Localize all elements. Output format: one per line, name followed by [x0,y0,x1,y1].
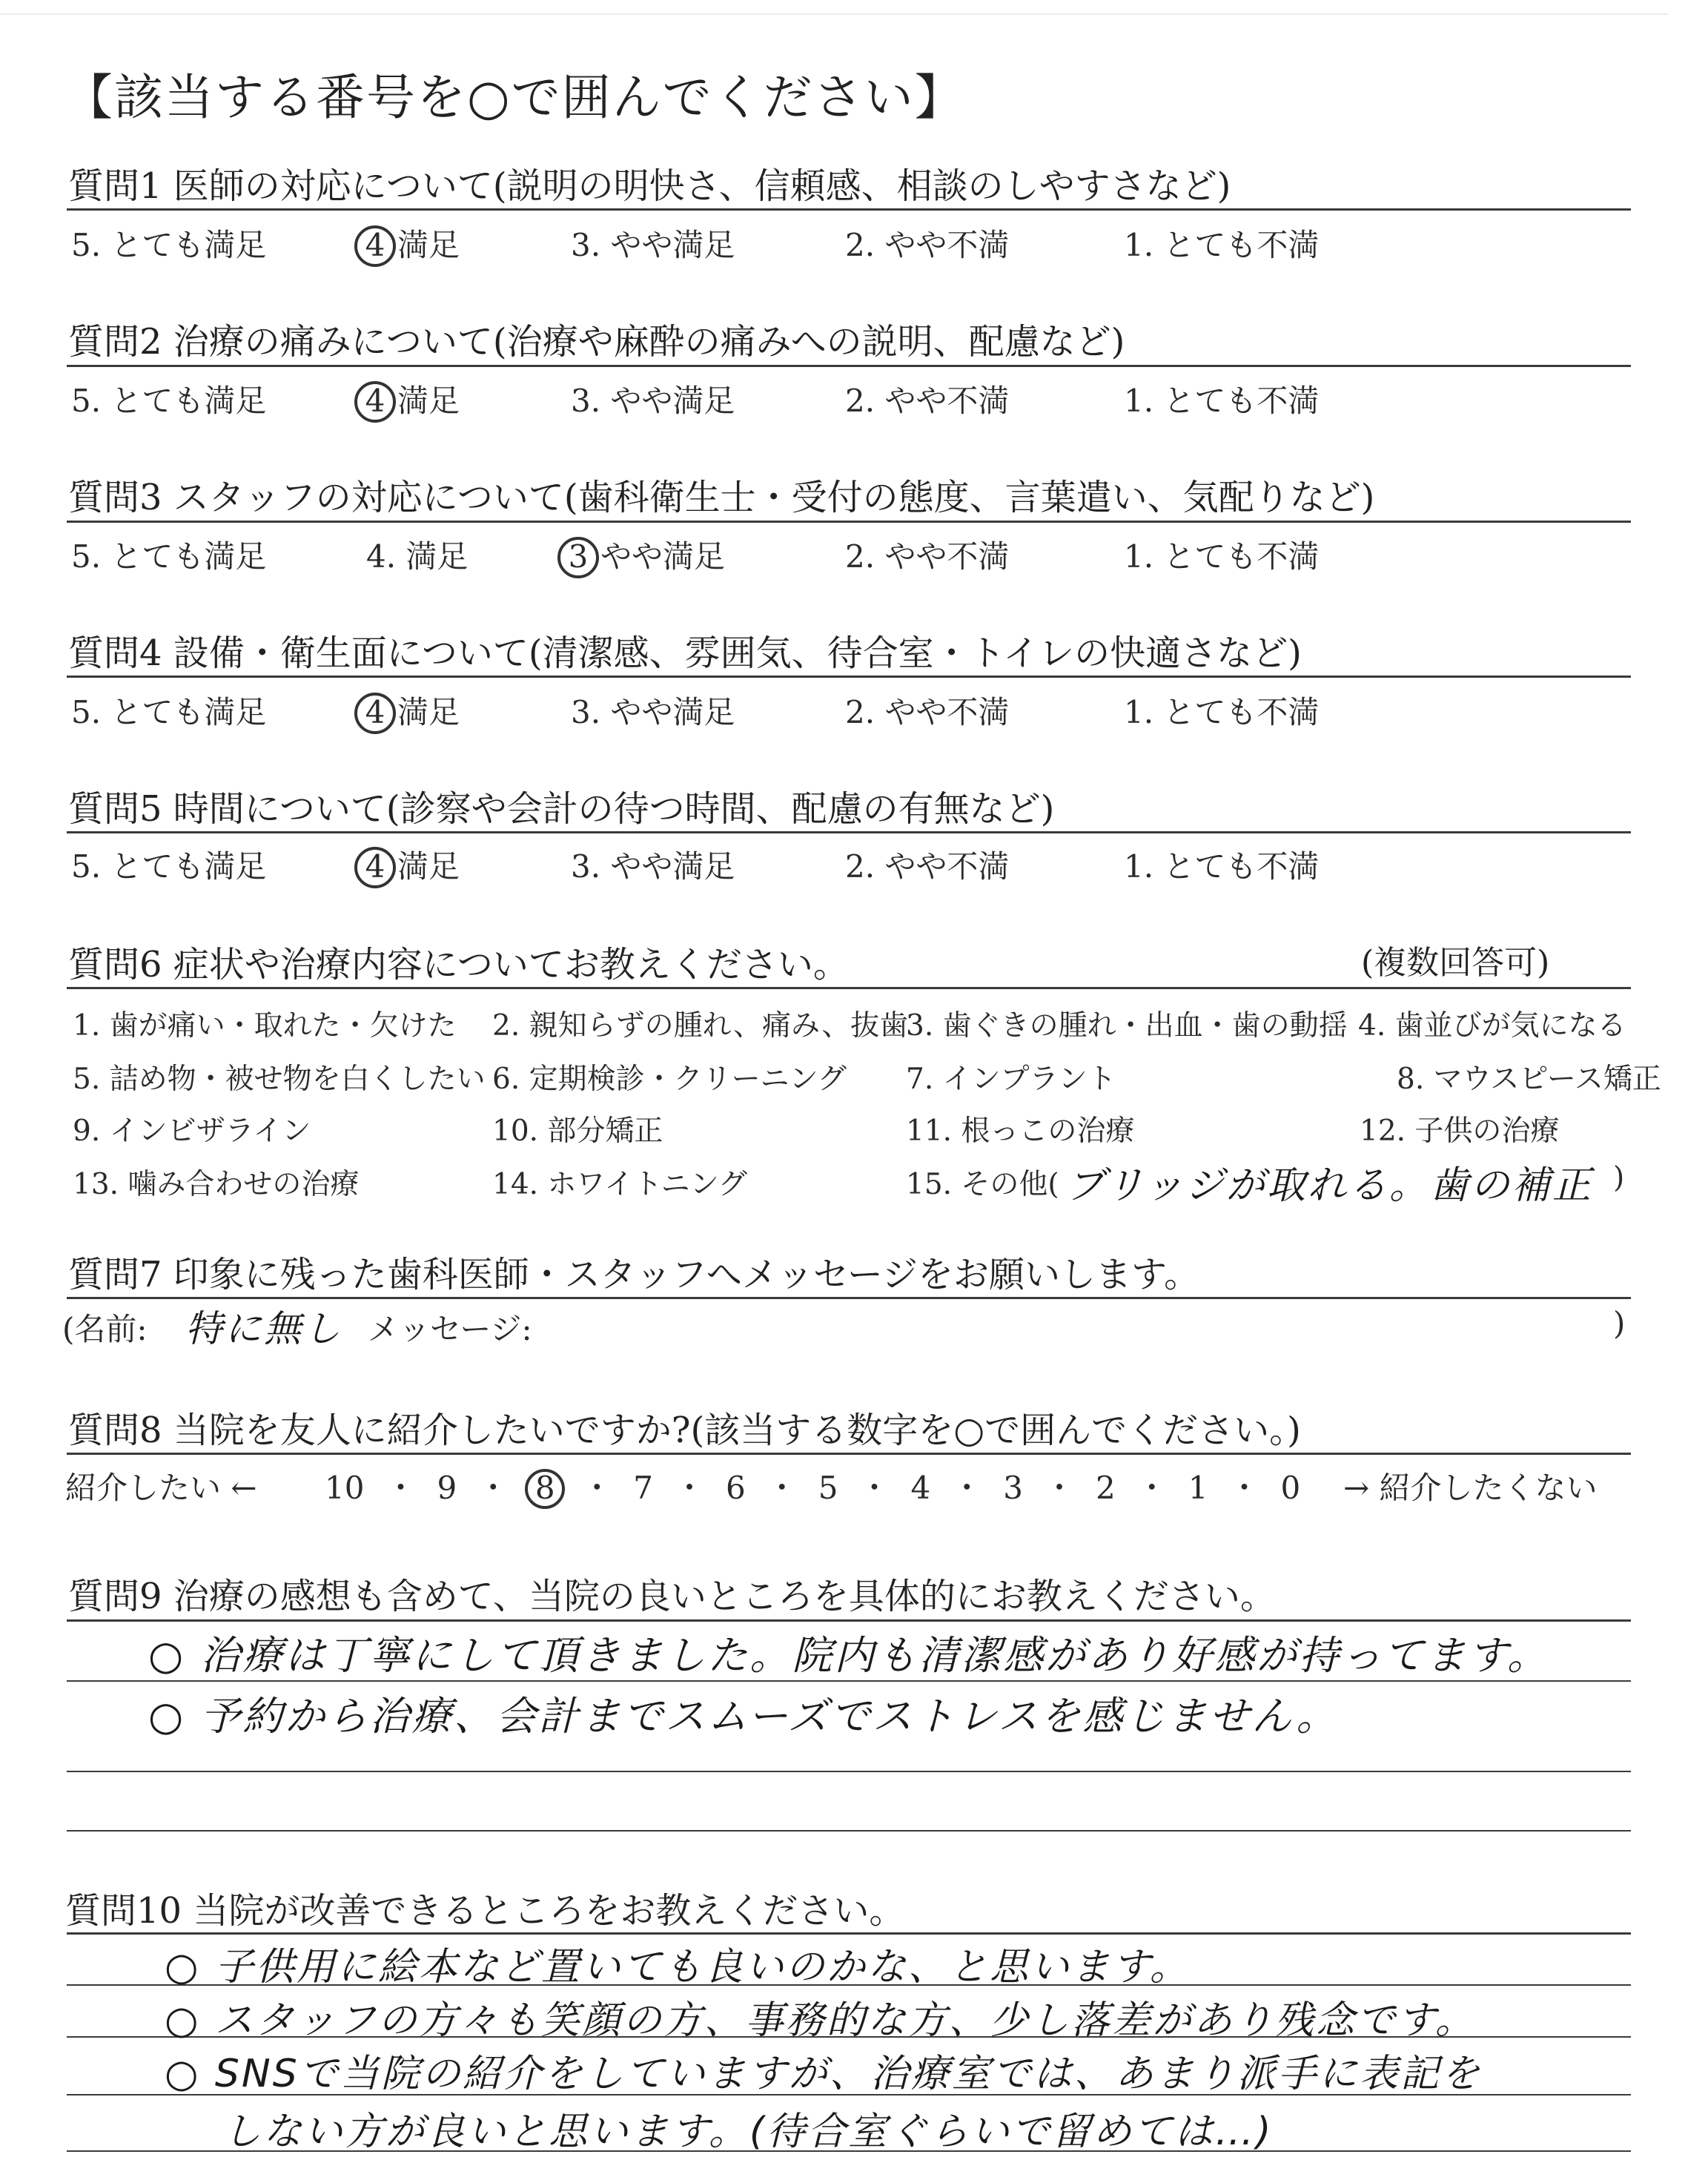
q8-dot: ・ [858,1470,890,1506]
q6-item-4[interactable]: 4. 歯並びが気になる [1358,1009,1626,1043]
q6-item-7[interactable]: 7. インプラント [906,1063,1116,1096]
question-10-title: 質問10 当院が改善できるところをお教えください。 [65,1890,905,1932]
q6-item-13[interactable]: 13. 噛み合わせの治療 [73,1168,360,1201]
q2-option-2[interactable]: 2. やや不満 [845,383,1010,419]
q1-option-5[interactable]: 5. とても満足 [71,227,267,263]
q10-line-1 [67,1932,1631,1935]
q2-option-4-selected[interactable]: 4 満足 [354,377,460,423]
question-2-title: 質問2 治療の痛みについて(治療や麻酔の痛みへの説明、配慮など) [68,321,1125,363]
selection-circle: 4 [354,225,396,267]
q5-option-4-selected[interactable]: 4 満足 [354,842,460,888]
question-1-rule [67,208,1631,211]
q8-dot: ・ [1043,1470,1075,1506]
q8-dot: ・ [581,1470,613,1506]
q8-scale [325,1464,1300,1509]
q6-item-9[interactable]: 9. インビザライン [73,1114,311,1148]
q9-line-3 [67,1771,1631,1772]
q8-value-2[interactable]: 2 [1095,1470,1116,1506]
q8-value-4[interactable]: 4 [910,1470,931,1506]
q8-value-7[interactable]: 7 [633,1470,653,1506]
q8-dot: ・ [477,1470,509,1506]
q10-answer-line-1[interactable]: ○ 子供用に絵本など置いても良いのかな、と思います。 [165,1945,1191,1989]
q3-option-3-selected[interactable]: 3 やや満足 [557,532,725,578]
q6-item-11[interactable]: 11. 根っこの治療 [906,1114,1135,1148]
question-6-title: 質問6 症状や治療内容についてお教えください。 [68,944,849,985]
q8-dot: ・ [1228,1470,1260,1506]
q6-item-14[interactable]: 14. ホワイトニング [492,1168,747,1201]
q8-value-0[interactable]: 0 [1280,1470,1301,1506]
q4-option-4-selected[interactable]: 4 満足 [354,688,460,734]
q8-value-9[interactable]: 9 [437,1470,457,1506]
q2-option-3[interactable]: 3. やや満足 [571,383,735,419]
q9-answer-line-2[interactable]: ○ 予約から治療、会計までスムーズでストレスを感じません。 [148,1693,1339,1740]
q6-item-5[interactable]: 5. 詰め物・被せ物を白くしたい [73,1063,486,1096]
q5-option-2[interactable]: 2. やや不満 [845,848,1010,885]
q6-item-12[interactable]: 12. 子供の治療 [1360,1114,1560,1148]
page-heading: 【該当する番号を○で囲んでください】 [64,69,965,126]
q9-line-1 [67,1619,1631,1622]
q6-item-2[interactable]: 2. 親知らずの腫れ、痛み、抜歯 [492,1009,909,1043]
q8-right-label: → 紹介したくない [1343,1470,1598,1506]
question-8-title: 質問8 当院を友人に紹介したいですか?(該当する数字を○で囲んでください。) [68,1410,1301,1451]
q8-value-10[interactable]: 10 [325,1470,365,1506]
selection-circle: 3 [557,537,599,578]
q8-value-1[interactable]: 1 [1188,1470,1208,1506]
question-6-note: (複数回答可) [1361,944,1550,982]
q6-item-8[interactable]: 8. マウスピース矯正 [1397,1063,1661,1096]
q3-option-4[interactable]: 4. 満足 [366,538,469,575]
q4-option-5[interactable]: 5. とても満足 [71,694,267,730]
question-8-rule [67,1453,1631,1455]
page-top-border [0,13,1668,15]
selection-circle: 4 [354,693,396,734]
question-2-rule [67,365,1631,367]
q8-dot: ・ [766,1470,798,1506]
q4-option-2[interactable]: 2. やや不満 [845,694,1010,730]
q1-option-2[interactable]: 2. やや不満 [845,227,1010,263]
q5-option-5[interactable]: 5. とても満足 [71,848,267,885]
q2-option-5[interactable]: 5. とても満足 [71,383,267,419]
q3-option-5[interactable]: 5. とても満足 [71,538,267,575]
q10-answer-line-3[interactable]: ○ SNSで当院の紹介をしていますが、治療室では、あまり派手に表記を [165,2052,1482,2096]
question-5-rule [67,831,1631,833]
q5-option-1[interactable]: 1. とても不満 [1124,848,1320,885]
q6-item-1[interactable]: 1. 歯が痛い・取れた・欠けた [73,1009,457,1043]
q7-close-paren: ) [1613,1305,1626,1341]
selection-circle: 4 [354,381,396,423]
q6-other-answer[interactable]: ブリッジが取れる。歯の補正 [1066,1163,1593,1208]
question-3-rule [67,521,1631,523]
q6-item-15-other[interactable]: 15. その他( [906,1168,1059,1201]
q9-answer-line-1[interactable]: ○ 治療は丁寧にして頂きました。院内も清潔感があり好感が持ってます。 [148,1632,1549,1679]
q8-value-6[interactable]: 6 [725,1470,746,1506]
q4-option-3[interactable]: 3. やや満足 [571,694,735,730]
q1-option-1[interactable]: 1. とても不満 [1124,227,1320,263]
question-9-title: 質問9 治療の感想も含めて、当院の良いところを具体的にお教えください。 [68,1576,1276,1617]
q6-item-6[interactable]: 6. 定期検診・クリーニング [492,1063,847,1096]
q6-item-10[interactable]: 10. 部分矯正 [492,1114,663,1148]
question-4-title: 質問4 設備・衛生面について(清潔感、雰囲気、待合室・トイレの快適さなど) [68,633,1302,674]
question-1-title: 質問1 医師の対応について(説明の明快さ、信頼感、相談のしやすさなど) [68,165,1231,207]
q7-name-label: (名前: [62,1311,148,1347]
q9-line-4 [67,1830,1631,1832]
q1-option-4-selected[interactable]: 4 満足 [354,221,460,267]
q8-value-3[interactable]: 3 [1003,1470,1023,1506]
question-4-rule [67,676,1631,678]
q7-name-answer[interactable]: 特に無し [185,1307,342,1350]
q5-option-3[interactable]: 3. やや満足 [571,848,735,885]
q6-item-3[interactable]: 3. 歯ぐきの腫れ・出血・歯の動揺 [906,1009,1348,1043]
question-7-title: 質問7 印象に残った歯科医師・スタッフへメッセージをお願いします。 [68,1254,1200,1295]
q8-dot: ・ [951,1470,983,1506]
q4-option-1[interactable]: 1. とても不満 [1124,694,1320,730]
q8-value-5[interactable]: 5 [818,1470,838,1506]
q8-value-8-selected[interactable]: 8 [525,1469,565,1509]
q10-answer-line-4[interactable]: しない方が良いと思います。(待合室ぐらいで留めては…) [222,2110,1274,2154]
question-3-title: 質問3 スタッフの対応について(歯科衛生士・受付の態度、言葉遣い、気配りなど) [68,477,1375,518]
q8-dot: ・ [673,1470,705,1506]
selection-circle: 4 [354,847,396,888]
q8-dot: ・ [1136,1470,1168,1506]
q1-option-3[interactable]: 3. やや満足 [571,227,735,263]
q6-other-close-paren: ) [1613,1161,1625,1195]
q3-option-2[interactable]: 2. やや不満 [845,538,1010,575]
q10-answer-line-2[interactable]: ○ スタッフの方々も笑顔の方、事務的な方、少し落差があり残念です。 [165,1998,1476,2043]
q2-option-1[interactable]: 1. とても不満 [1124,383,1320,419]
q3-option-1[interactable]: 1. とても不満 [1124,538,1320,575]
question-6-rule [67,987,1631,989]
q7-message-label: メッセージ: [368,1311,532,1347]
q8-left-label: 紹介したい ← [65,1470,257,1506]
question-5-title: 質問5 時間について(診察や会計の待つ時間、配慮の有無など) [68,788,1055,830]
q8-dot: ・ [385,1470,417,1506]
